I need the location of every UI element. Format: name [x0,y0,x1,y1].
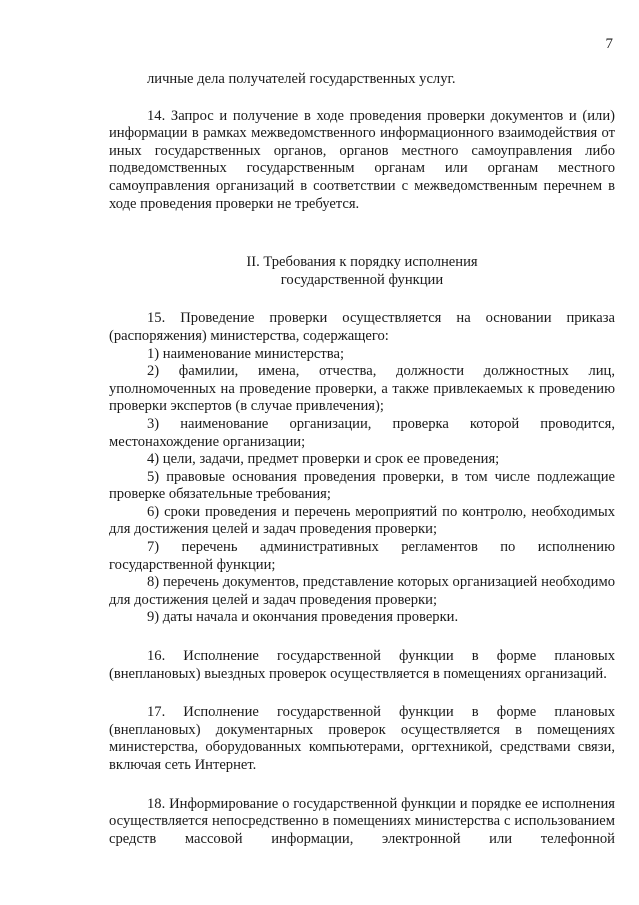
list-item: 4) цели, задачи, предмет проверки и срок ее проведения; [147,451,500,468]
paragraph-17: 17. Исполнение государственной функции в форме плановых (внеплановых) документарных проверок осуществляется в помещениях министерства, оборудованных компьютерами, оргтехникой, средствами связи, включая сеть Интернет. [109,704,615,773]
list-item: 6) сроки проведения и перечень мероприятий по контролю, необходимых для достижения целей и задач проведения проверки; [109,503,615,538]
section-heading-line-2: государственной функции [280,271,444,288]
paragraph-16: 16. Исполнение государственной функции в форме плановых (внеплановых) выездных проверок осуществляется в помещениях организаций. [109,648,615,682]
section-heading [109,254,615,289]
list-item: 1) наименование министерства; [147,345,345,362]
list-item: 3) наименование организации, проверка которой проводится, местонахождение организации; [109,415,615,450]
paragraph-18: 18. Информирование о государственной функции и порядке ее исполнения осуществляется непосредственно в помещениях министерства с использованием средств массовой информации, электронной или телефонной [109,795,615,847]
list-item: 5) правовые основания проведения проверки, в том числе подлежащие проверке обязательные требования; [109,468,615,503]
continuation-line: личные дела получателей государственных услуг. [147,71,456,87]
list-item: 9) даты начала и окончания проведения проверки. [147,609,459,626]
list-item: 2) фамилии, имена, отчества, должности должностных лиц, уполномоченных на проведение проверки, а также привлекаемых к проведению проверки экспертов (в случае привлечения); [109,363,615,415]
paragraph-15-list [109,346,615,628]
section-heading-line-1: II. Требования к порядку исполнения [246,254,478,271]
list-item: 7) перечень административных регламентов по исполнению государственной функции; [109,539,615,573]
page-number: 7 [605,36,613,52]
list-item: 8) перечень документов, представление которых организацией необходимо для достижения целей и задач проведения проверки; [109,574,615,608]
document-body [109,71,615,848]
paragraph-14: 14. Запрос и получение в ходе проведения проверки документов и (или) информации в рамках межведомственного информационного взаимодействия от иных государственных органов, органов местного самоуправления либо подведомственных государственным органам или органам местного самоуправления организаций в соответствии с межведомственным перечнем в ходе проведения проверки не требуется. [109,107,615,212]
paragraph-15-intro: 15. Проведение проверки осуществляется на основании приказа (распоряжения) министерства, содержащего: [109,310,615,344]
